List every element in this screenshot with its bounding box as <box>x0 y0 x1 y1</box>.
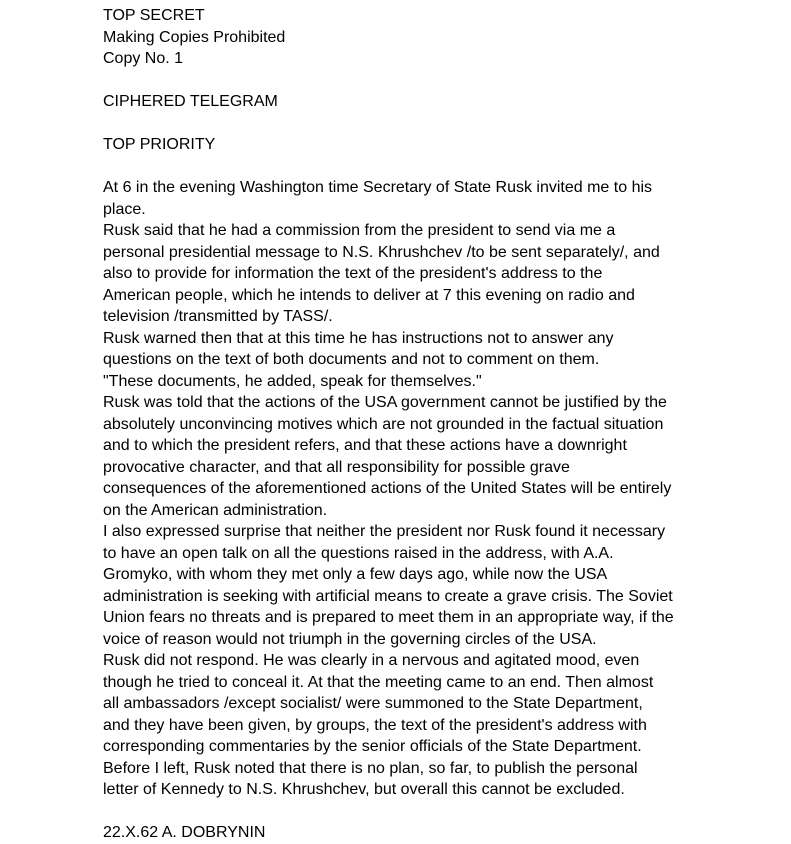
body-line: Rusk was told that the actions of the USA government cannot be justified by the <box>103 394 667 411</box>
telegram-document <box>103 5 674 844</box>
spacer <box>103 70 674 92</box>
body-line: letter of Kennedy to N.S. Khrushchev, but overall this cannot be excluded. <box>103 781 625 798</box>
document-type: CIPHERED TELEGRAM <box>103 93 278 110</box>
body-line: Rusk did not respond. He was clearly in a nervous and agitated mood, even <box>103 652 640 669</box>
priority: TOP PRIORITY <box>103 136 216 153</box>
body-line: American people, which he intends to deliver at 7 this evening on radio and <box>103 286 635 304</box>
body-line: also to provide for information the text of the president's address to the <box>103 265 603 282</box>
body-line: At 6 in the evening Washington time Secretary of State Rusk invited me to his <box>103 179 653 196</box>
body-line: and to which the president refers, and that these actions have a downright <box>103 437 627 454</box>
body-line: absolutely unconvincing motives which are not grounded in the factual situation <box>103 415 664 433</box>
body-line: Gromyko, with whom they met only a few days ago, while now the USA <box>103 566 608 583</box>
telegram-body <box>103 177 674 801</box>
body-line: Union fears no threats and is prepared to meet them in an appropriate way, if the <box>103 609 674 626</box>
classification: TOP SECRET <box>103 7 205 24</box>
copy-number: Copy No. 1 <box>103 50 184 67</box>
body-line: on the American administration. <box>103 501 328 519</box>
body-line: television /transmitted by TASS/. <box>103 308 333 325</box>
body-line: personal presidential message to N.S. Khrushchev /to be sent separately/, and <box>103 243 660 261</box>
body-line: place. <box>103 200 146 218</box>
body-line: Rusk said that he had a commission from the president to send via me a <box>103 222 616 239</box>
spacer <box>103 156 674 178</box>
body-line: questions on the text of both documents and not to comment on them. <box>103 351 600 368</box>
body-line: and they have been given, by groups, the text of the president's address with <box>103 716 647 734</box>
body-line: Rusk warned then that at this time he has instructions not to answer any <box>103 329 614 347</box>
body-line: provocative character, and that all responsibility for possible grave <box>103 458 570 476</box>
body-line: all ambassadors /except socialist/ were summoned to the State Department, <box>103 695 643 712</box>
spacer <box>103 113 674 135</box>
body-line: though he tried to conceal it. At that the meeting came to an end. Then almost <box>103 673 654 691</box>
body-line: "These documents, he added, speak for themselves." <box>103 372 482 390</box>
copy-restriction: Making Copies Prohibited <box>103 28 286 46</box>
body-line: voice of reason would not triumph in the governing circles of the USA. <box>103 630 597 648</box>
body-line: I also expressed surprise that neither the president nor Rusk found it necessary <box>103 523 666 540</box>
signature: 22.X.62 A. DOBRYNIN <box>103 824 266 841</box>
body-line: consequences of the aforementioned actions of the United States will be entirely <box>103 480 672 497</box>
body-line: to have an open talk on all the questions raised in the address, with A.A. <box>103 544 614 562</box>
body-line: Before I left, Rusk noted that there is no plan, so far, to publish the personal <box>103 759 638 777</box>
body-line: corresponding commentaries by the senior officials of the State Department. <box>103 738 642 755</box>
spacer <box>103 801 674 823</box>
body-line: administration is seeking with artificial means to create a grave crisis. The Soviet <box>103 587 673 605</box>
